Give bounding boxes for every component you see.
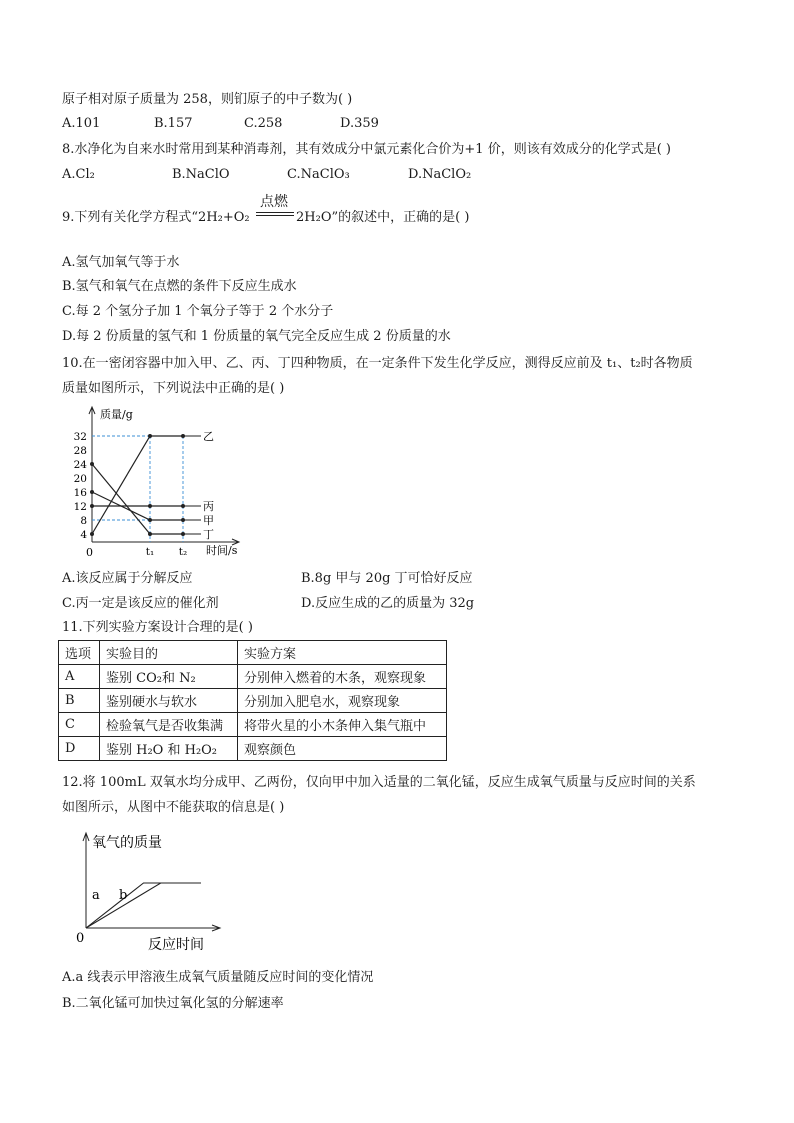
- table-cell: 鉴别 H₂O 和 H₂O₂: [100, 737, 238, 761]
- y-tick-label: 20: [73, 473, 87, 485]
- table-row: [59, 689, 447, 713]
- table-row: [59, 713, 447, 737]
- series-line: [86, 883, 201, 928]
- x-axis-label: 时间/s: [206, 544, 238, 557]
- table-row: [59, 665, 447, 689]
- q7-option-b: B.157: [154, 116, 193, 131]
- q12-option-a: A.a 线表示甲溶液生成氧气质量随反应时间的变化情况: [62, 970, 374, 985]
- data-point: [90, 490, 94, 494]
- q9-option-a: A.氢气加氧气等于水: [62, 255, 180, 270]
- table-cell: 观察颜色: [238, 737, 447, 761]
- data-point: [90, 532, 94, 536]
- origin-label: 0: [86, 546, 93, 559]
- q10-option-b: B.8g 甲与 20g 丁可恰好反应: [301, 571, 473, 586]
- x-axis-label: 反应时间: [148, 937, 204, 953]
- table-header-cell: 选项: [59, 641, 100, 665]
- q9-stem-prefix: 9.下列有关化学方程式“2H₂+O₂: [62, 210, 250, 225]
- table-cell: 检验氧气是否收集满: [100, 713, 238, 737]
- q9-reaction-condition: 点燃: [260, 194, 288, 210]
- table-cell: B: [59, 689, 100, 713]
- q9-option-c: C.每 2 个氢分子加 1 个氧分子等于 2 个水分子: [62, 304, 334, 319]
- data-point: [148, 504, 152, 508]
- q8-stem: 8.水净化为自来水时常用到某种消毒剂，其有效成分中氯元素化合价为+1 价，则该有效成分的化学式是( ): [62, 142, 671, 157]
- q10-option-a: A.该反应属于分解反应: [62, 571, 193, 586]
- data-point: [148, 532, 152, 536]
- y-tick-label: 28: [73, 445, 87, 457]
- table-cell: 鉴别硬水与软水: [100, 689, 238, 713]
- y-axis-label: 质量/g: [100, 408, 133, 421]
- q7-option-d: D.359: [340, 116, 379, 131]
- table-header-row: [59, 641, 447, 665]
- oxygen-mass-chart: [70, 828, 230, 958]
- q12-stem-line1: 12.将 100mL 双氧水均分成甲、乙两份，仅向甲中加入适量的二氧化锰，反应生成氧气质量与反应时间的关系: [62, 775, 696, 790]
- x-tick-label: t₂: [178, 546, 188, 558]
- series-label: 丙: [203, 500, 214, 513]
- q11-table: [58, 640, 447, 761]
- mass-time-chart: [58, 402, 268, 562]
- q12-option-b: B.二氧化锰可加快过氧化氢的分解速率: [62, 996, 284, 1011]
- y-axis-label: 氧气的质量: [92, 835, 162, 851]
- table-header-cell: 实验目的: [100, 641, 238, 665]
- y-tick-label: 12: [73, 501, 87, 513]
- q9-stem-suffix: 2H₂O”的叙述中，正确的是( ): [296, 210, 470, 225]
- y-tick-label: 24: [73, 459, 87, 471]
- q8-option-b: B.NaClO: [172, 167, 230, 182]
- q7-stem: 原子相对原子质量为 258，则钔原子的中子数为( ): [62, 92, 353, 107]
- data-point: [90, 504, 94, 508]
- data-point: [148, 434, 152, 438]
- q9-option-d: D.每 2 份质量的氢气和 1 份质量的氧气完全反应生成 2 份质量的水: [62, 329, 451, 344]
- q7-option-c: C.258: [244, 116, 283, 131]
- x-tick-label: t₁: [145, 546, 155, 558]
- q7-option-a: A.101: [62, 116, 101, 131]
- q8-option-a: A.Cl₂: [62, 167, 95, 182]
- origin-label: 0: [76, 931, 85, 946]
- series-label: 丁: [203, 528, 214, 541]
- series-line: [86, 883, 201, 928]
- table-cell: C: [59, 713, 100, 737]
- q10-option-d: D.反应生成的乙的质量为 32g: [301, 596, 475, 611]
- q8-option-c: C.NaClO₃: [287, 167, 350, 182]
- y-tick-label: 32: [73, 431, 87, 443]
- table-cell: 将带火星的小木条伸入集气瓶中: [238, 713, 447, 737]
- q9-option-b: B.氢气和氧气在点燃的条件下反应生成水: [62, 279, 297, 294]
- q8-option-d: D.NaClO₂: [408, 167, 472, 182]
- q10-stem-line1: 10.在一密闭容器中加入甲、乙、丙、丁四种物质，在一定条件下发生化学反应，测得反应前及 t₁、t₂时各物质: [62, 356, 693, 371]
- data-point: [90, 462, 94, 466]
- q11-stem: 11.下列实验方案设计合理的是( ): [62, 620, 253, 635]
- table-cell: 鉴别 CO₂和 N₂: [100, 665, 238, 689]
- table-cell: D: [59, 737, 100, 761]
- series-label: 甲: [203, 514, 214, 527]
- q9-equals-sign: [256, 212, 294, 216]
- table-row: [59, 737, 447, 761]
- series-label: a: [92, 888, 100, 903]
- series-label: b: [119, 888, 128, 903]
- table-cell: A: [59, 665, 100, 689]
- q10-option-c: C.丙一定是该反应的催化剂: [62, 596, 219, 611]
- table-cell: 分别加入肥皂水，观察现象: [238, 689, 447, 713]
- y-tick-label: 4: [80, 529, 87, 541]
- q12-stem-line2: 如图所示，从图中不能获取的信息是( ): [62, 800, 285, 815]
- series-label: 乙: [203, 430, 214, 443]
- table-cell: 分别伸入燃着的木条，观察现象: [238, 665, 447, 689]
- q10-stem-line2: 质量如图所示，下列说法中正确的是( ): [62, 381, 285, 396]
- y-tick-label: 16: [73, 487, 87, 499]
- data-point: [148, 518, 152, 522]
- y-tick-label: 8: [80, 515, 87, 527]
- table-header-cell: 实验方案: [238, 641, 447, 665]
